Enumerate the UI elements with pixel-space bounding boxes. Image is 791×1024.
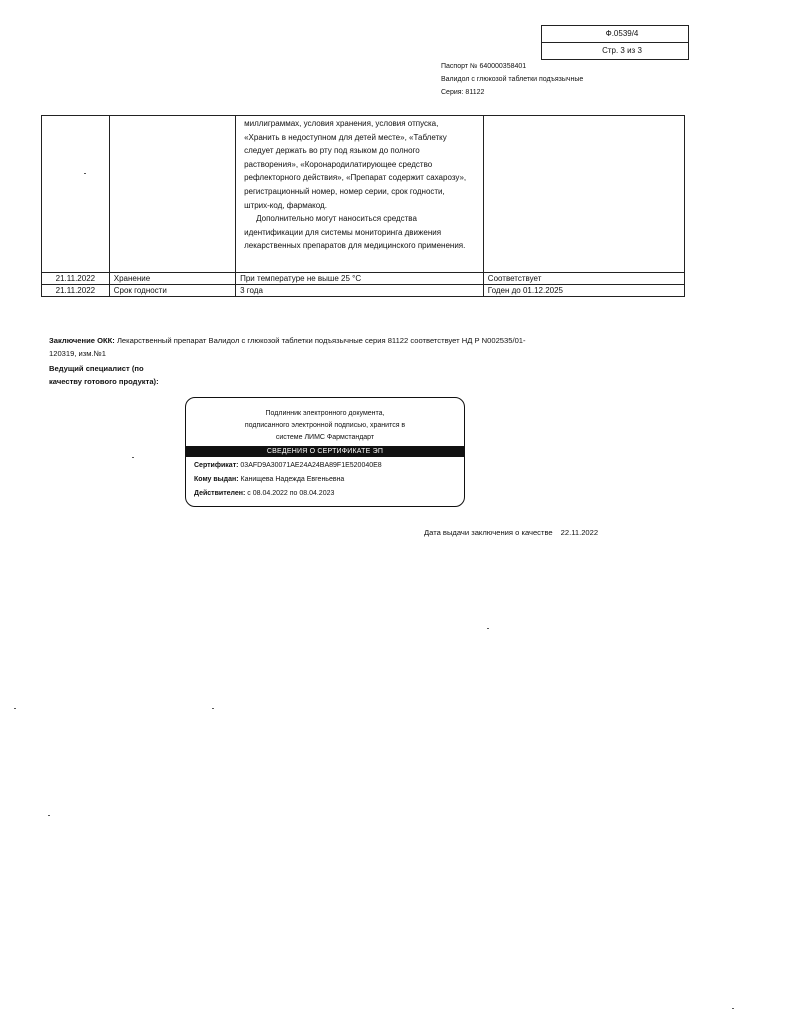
conclusion-label: Заключение ОКК: — [49, 336, 115, 345]
requirement-text-2: Дополнительно могут наноситься средства идентификации для системы мониторинга движения лекарственных препаратов для медицинского применения. — [244, 214, 466, 251]
scan-speck — [14, 708, 16, 709]
cell-requirement: При температуре не выше 25 °С — [236, 273, 484, 285]
table-row-continuation — [42, 116, 685, 273]
cell-requirement-continuation — [236, 116, 484, 273]
cell-result: Соответствует — [483, 273, 684, 285]
requirement-text-1: миллиграммах, условия хранения, условия отпуска, «Хранить в недоступном для детей месте», «Таблетку следует держать во рту под языком до полного растворения», «Коронародилатирующее средство рефлекторного действия», «Препарат содержит сахарозу», регистрационный номер, номер серии, срок годности, штрих-код, фармакод. — [244, 119, 467, 210]
stamp-validity: Действителен: с 08.04.2022 по 08.04.2023 — [194, 490, 335, 497]
scan-speck — [48, 815, 50, 816]
cell-date: 21.11.2022 — [42, 273, 110, 285]
scan-speck — [487, 628, 489, 629]
product-name: Валидол с глюкозой таблетки подъязычные — [441, 76, 584, 83]
quality-table — [41, 115, 685, 297]
table-row — [42, 273, 685, 285]
page-number: Стр. 3 из 3 — [542, 42, 688, 59]
cell-name-empty — [109, 116, 235, 273]
scan-speck — [732, 1008, 734, 1009]
conclusion-text: Лекарственный препарат Валидол с глюкозой таблетки подъязычные серия 81122 соответствует НД Р N002535/01-120319, изм.№1 — [49, 336, 526, 358]
e-signature-stamp — [185, 397, 465, 507]
cell-result-empty — [483, 116, 684, 273]
issue-date-label: Дата выдачи заключения о качестве — [424, 528, 553, 537]
stamp-line-3: системе ЛИМС Фармстандарт — [275, 434, 375, 441]
cell-result: Годен до 01.12.2025 — [483, 285, 684, 297]
stamp-cert-header: СВЕДЕНИЯ О СЕРТИФИКАТЕ ЭП — [186, 446, 464, 457]
cell-name: Хранение — [109, 273, 235, 285]
stamp-line-2: подписанного электронной подписью, хранится в — [244, 422, 406, 429]
stamp-line-1: Подлинник электронного документа, — [265, 410, 385, 417]
cell-date: 21.11.2022 — [42, 285, 110, 297]
form-code-box — [541, 25, 689, 60]
scan-speck — [212, 708, 214, 709]
form-code: Ф.0539/4 — [605, 29, 639, 38]
qc-conclusion — [49, 334, 549, 360]
lead-specialist-label: Ведущий специалист (по качеству готового продукта): — [49, 364, 159, 386]
cell-date-empty — [42, 116, 110, 273]
stamp-certificate: Сертификат: 03AFD9A30071AE24A24BA89F1E520040E8 — [194, 462, 382, 469]
cell-requirement: 3 года — [236, 285, 484, 297]
table-row — [42, 285, 685, 297]
stamp-issued-to: Кому выдан: Канищева Надежда Евгеньевна — [194, 476, 345, 483]
passport-number: Паспорт № 640000358401 — [441, 63, 527, 70]
document-header — [441, 60, 583, 99]
scan-speck — [84, 173, 86, 174]
cell-name: Срок годности — [109, 285, 235, 297]
scan-speck — [132, 457, 134, 458]
issue-date: 22.11.2022 — [560, 528, 599, 537]
issue-date-line — [424, 527, 598, 539]
series-number: Серия: 81122 — [441, 89, 485, 96]
